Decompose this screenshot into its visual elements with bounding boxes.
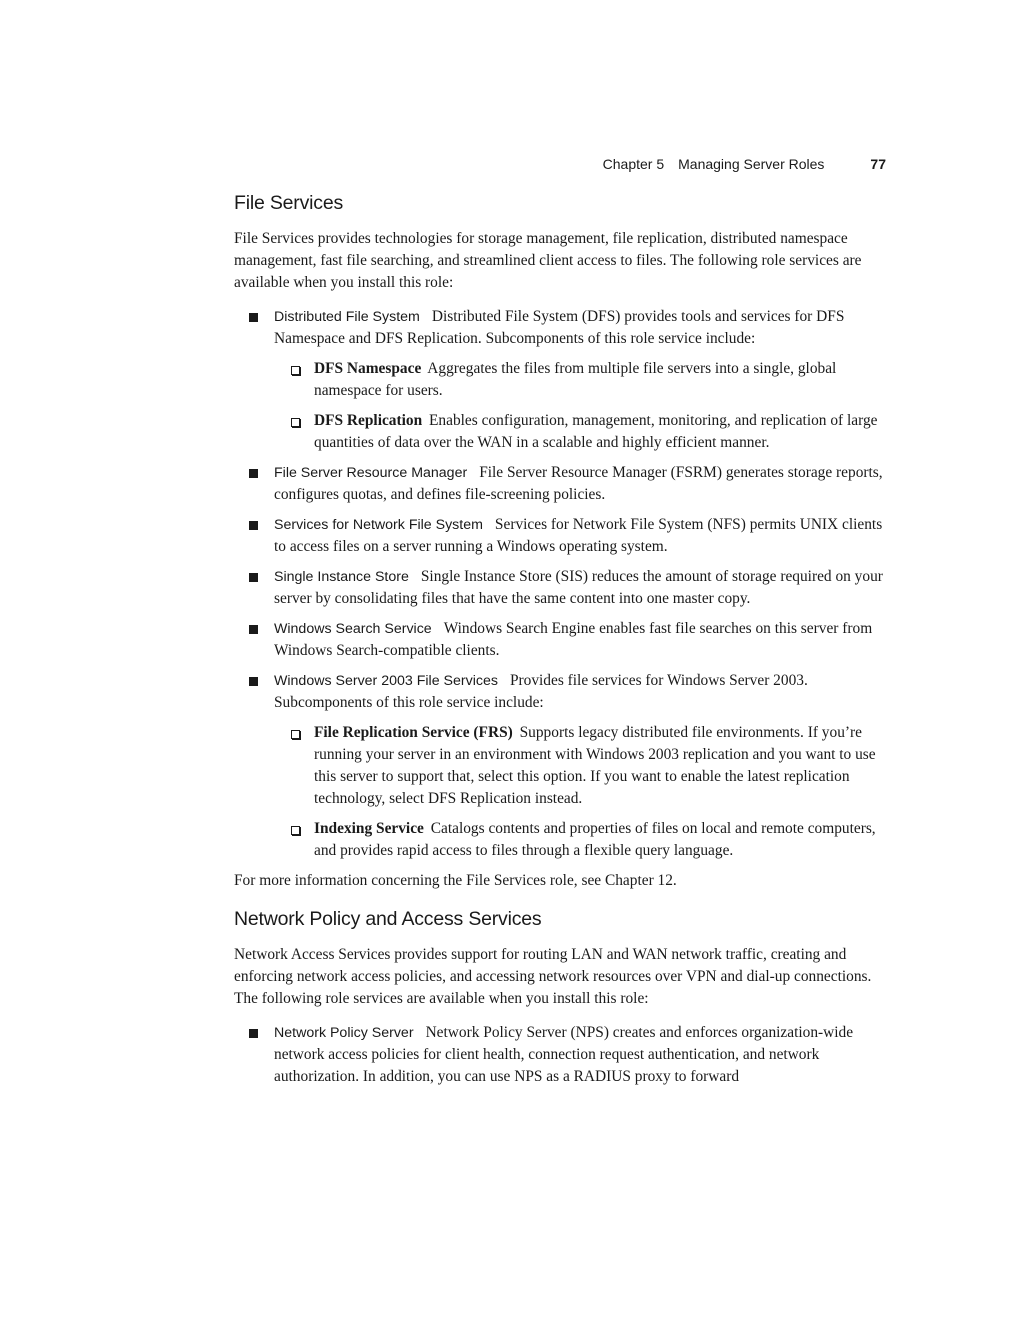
bullet-square-icon (249, 313, 258, 322)
list-item (234, 1022, 888, 1088)
sub-term: DFS Replication (314, 412, 423, 429)
description: Provides file services for Windows Server 2003. Subcomponents of this role service include: (274, 672, 808, 711)
file-services-intro: File Services provides technologies for storage management, file replication, distributed namespace management, fast file searching, and streamlined client access to files. The following role services are available when you install this role: (234, 230, 862, 291)
bullet-square-icon (249, 625, 258, 634)
term: Network Policy Server (274, 1025, 414, 1041)
chapter-label: Chapter 5 (602, 156, 665, 172)
description: Distributed File System (DFS) provides tools and services for DFS Namespace and DFS Replication. Subcomponents of this role service include: (274, 308, 845, 347)
description: Network Policy Server (NPS) creates and enforces organization-wide network access policies for client health, connection request authentication, and network authorization. In addition, you can use NPS as a RADIUS proxy to forward (274, 1024, 854, 1085)
network-policy-intro: Network Access Services provides support for routing LAN and WAN network traffic, creating and enforcing network access policies, and accessing network resources over VPN and dial-up connections. The following role services are available when you install this role: (234, 946, 872, 1007)
bullet-square-icon (249, 1029, 258, 1038)
list-item (234, 514, 888, 558)
bullet-square-icon (249, 521, 258, 530)
sub-list (274, 722, 888, 862)
heading-network-policy: Network Policy and Access Services (234, 908, 542, 930)
sub-description: Aggregates the files from multiple file servers into a single, global namespace for users. (314, 360, 837, 399)
description: File Server Resource Manager (FSRM) generates storage reports, configures quotas, and defines file-screening policies. (274, 464, 883, 503)
list-item (234, 462, 888, 506)
term: Windows Search Service (274, 621, 432, 637)
sub-term: DFS Namespace (314, 360, 422, 377)
sub-term: Indexing Service (314, 820, 424, 837)
description: Services for Network File System (NFS) permits UNIX clients to access files on a server running a Windows operating system. (274, 516, 883, 555)
sub-description: Catalogs contents and properties of files on local and remote computers, and provides rapid access to files through a flexible query language. (314, 820, 876, 859)
term: File Server Resource Manager (274, 465, 468, 481)
term: Distributed File System (274, 309, 420, 325)
sub-list (274, 358, 888, 454)
content (234, 190, 888, 1096)
bullet-box-icon (291, 730, 300, 739)
sub-description: Enables configuration, management, monitoring, and replication of large quantities of data over the WAN in a scalable and highly efficient manner. (314, 412, 878, 451)
list-item (234, 670, 888, 862)
description: Windows Search Engine enables fast file searches on this server from Windows Search-compatible clients. (274, 620, 873, 659)
sub-list-item (274, 722, 888, 810)
running-header (234, 156, 886, 172)
list-item (234, 306, 888, 454)
list-item (234, 618, 888, 662)
network-policy-list (234, 1022, 888, 1088)
bullet-square-icon (249, 573, 258, 582)
term: Single Instance Store (274, 569, 409, 585)
bullet-square-icon (249, 469, 258, 478)
term: Windows Server 2003 File Services (274, 673, 498, 689)
list-item (234, 566, 888, 610)
bullet-box-icon (291, 418, 300, 427)
term: Services for Network File System (274, 517, 483, 533)
section-title: Managing Server Roles (678, 156, 825, 172)
sub-list-item (274, 818, 888, 862)
sub-list-item (274, 410, 888, 454)
sub-description: Supports legacy distributed file environments. If you’re running your server in an environment with Windows 2003 replication and you want to use this server to support that, select this option. If you want to enable the latest replication technology, select DFS Replication instead. (314, 724, 876, 807)
page-number: 77 (870, 156, 886, 172)
sub-list-item (274, 358, 888, 402)
description: Single Instance Store (SIS) reduces the amount of storage required on your server by consolidating files that have the same content into one master copy. (274, 568, 883, 607)
sub-term: File Replication Service (FRS) (314, 724, 513, 741)
file-services-list (234, 306, 888, 862)
file-services-closing: For more information concerning the File Services role, see Chapter 12. (234, 872, 677, 889)
bullet-box-icon (291, 826, 300, 835)
bullet-box-icon (291, 366, 300, 375)
heading-file-services: File Services (234, 192, 344, 214)
bullet-square-icon (249, 677, 258, 686)
